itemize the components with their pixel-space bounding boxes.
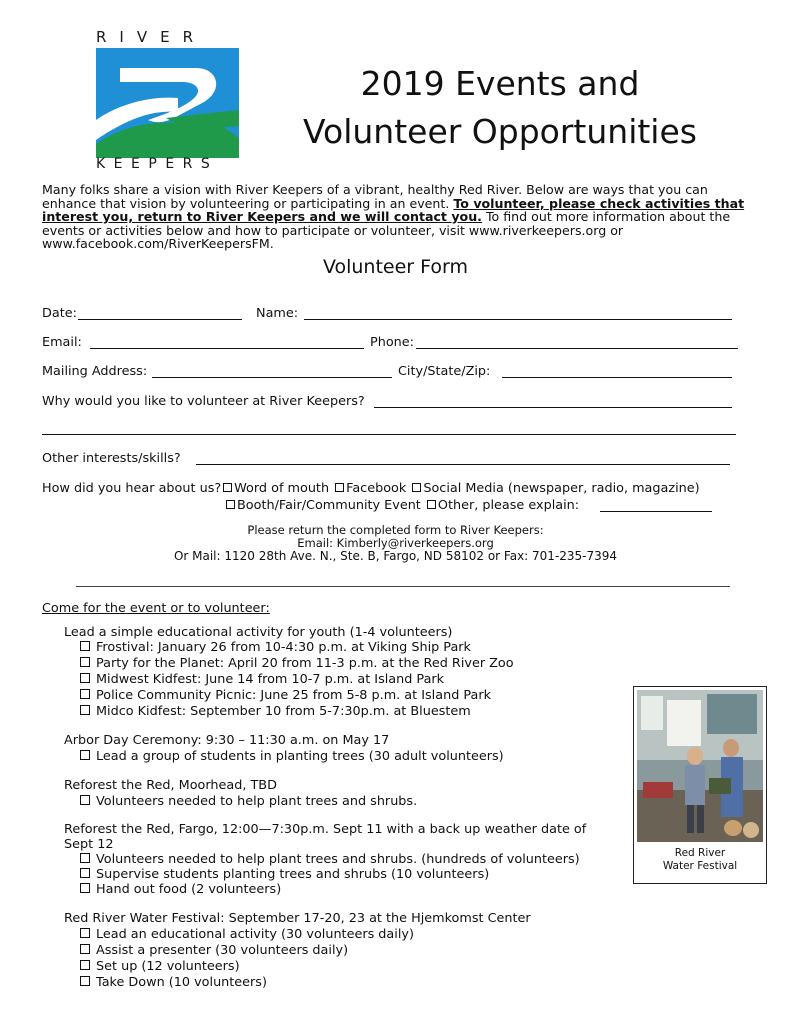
assist-presenter-checkbox[interactable]: [80, 944, 90, 954]
reforest-fargo-title: Reforest the Red, Fargo, 12:00—7:30p.m. Sept 11 with a back up weather date of: [64, 822, 587, 837]
logo-top-word: RIVER: [96, 28, 207, 46]
midwest-kidfest-checkbox[interactable]: [80, 673, 90, 683]
list-item: Midco Kidfest: September 10 from 5-7:30p.m. at Bluestem: [80, 704, 471, 719]
booth-fair-checkbox[interactable]: [226, 500, 235, 509]
city-state-zip-label: City/State/Zip:: [398, 364, 491, 379]
social-media-option: Social Media (newspaper, radio, magazine): [423, 481, 700, 496]
email-label: Email:: [42, 335, 82, 350]
party-planet-checkbox[interactable]: [80, 657, 90, 667]
photo-caption-line1: Red River: [674, 847, 726, 859]
facebook-option: Facebook: [346, 481, 407, 496]
other-explain-option: Other, please explain:: [437, 498, 580, 513]
list-item: Volunteers needed to help plant trees and shrubs.: [80, 794, 417, 809]
list-item: Volunteers needed to help plant trees and shrubs. (hundreds of volunteers): [80, 852, 580, 867]
list-item: Assist a presenter (30 volunteers daily): [80, 943, 348, 958]
return-mail-fax: Or Mail: 1120 28th Ave. N., Ste. B, Fargo, ND 58102 or Fax: 701-235-7394: [173, 549, 618, 563]
why-volunteer-field-line2[interactable]: [42, 434, 736, 435]
plant-trees-checkbox[interactable]: [80, 853, 90, 863]
water-festival-photo: [637, 690, 763, 842]
list-item: Police Community Picnic: June 25 from 5-8 p.m. at Island Park: [80, 688, 491, 703]
take-down-checkbox[interactable]: [80, 976, 90, 986]
photo-caption-line2: Water Festival: [662, 860, 738, 872]
water-festival-photo-frame: [633, 686, 767, 884]
youth-activity-title: Lead a simple educational activity for youth (1-4 volunteers): [64, 625, 453, 640]
how-heard-row: [42, 481, 700, 496]
frostival-checkbox[interactable]: [80, 641, 90, 651]
list-item: Take Down (10 volunteers): [80, 975, 267, 990]
why-volunteer-field[interactable]: [374, 407, 732, 408]
list-item: Party for the Planet: April 20 from 11-3 p.m. at the Red River Zoo: [80, 656, 514, 671]
lead-activity-checkbox[interactable]: [80, 928, 90, 938]
police-picnic-checkbox[interactable]: [80, 689, 90, 699]
other-explain-checkbox[interactable]: [427, 500, 436, 509]
city-state-zip-field[interactable]: [502, 377, 732, 378]
facebook-checkbox[interactable]: [335, 483, 344, 492]
list-item: Lead a group of students in planting trees (30 adult volunteers): [80, 749, 504, 764]
mailing-address-field[interactable]: [152, 377, 392, 378]
reforest-fargo-title-line2: Sept 12: [64, 837, 114, 852]
date-field[interactable]: [78, 319, 242, 320]
list-item: Hand out food (2 volunteers): [80, 882, 281, 897]
word-of-mouth-checkbox[interactable]: [223, 483, 232, 492]
reforest-moorhead-checkbox[interactable]: [80, 795, 90, 805]
social-media-checkbox[interactable]: [412, 483, 421, 492]
page-title-line2: Volunteer Opportunities: [303, 112, 697, 151]
water-festival-title: Red River Water Festival: September 17-20, 23 at the Hjemkomst Center: [64, 911, 531, 926]
page-title-line1: 2019 Events and: [360, 64, 640, 103]
other-interests-label: Other interests/skills?: [42, 451, 181, 466]
hand-out-food-checkbox[interactable]: [80, 883, 90, 893]
supervise-students-checkbox[interactable]: [80, 868, 90, 878]
intro-text-1: Many folks share a vision with River Keepers of a vibrant, healthy Red River. Below are ways that you can enhance that vision by volunteering or participating in an event.: [42, 182, 708, 211]
list-item: Lead an educational activity (30 volunteers daily): [80, 927, 414, 942]
list-item: Supervise students planting trees and shrubs (10 volunteers): [80, 867, 489, 882]
list-item: Frostival: January 26 from 10-4:30 p.m. at Viking Ship Park: [80, 640, 471, 655]
arbor-day-checkbox[interactable]: [80, 750, 90, 760]
logo: [92, 28, 242, 176]
form-title: Volunteer Form: [322, 256, 469, 278]
booth-fair-option: Booth/Fair/Community Event: [237, 498, 421, 513]
intro-bold-instruction: To volunteer, please check activities that interest you, return to River Keepers and we will contact you.: [42, 195, 745, 224]
mailing-address-label: Mailing Address:: [42, 364, 148, 379]
section-divider: [76, 586, 730, 587]
intro-text-2: To find out more information about the events or activities below and how to participate or volunteer, visit www.riverkeepers.org or www.facebook.com/RiverKeepersFM.: [42, 209, 731, 251]
intro-paragraph: [42, 183, 752, 251]
logo-bottom-word: KEEPERS: [96, 156, 219, 172]
date-label: Date:: [42, 306, 77, 321]
name-field[interactable]: [304, 319, 732, 320]
midco-kidfest-checkbox[interactable]: [80, 705, 90, 715]
phone-label: Phone:: [370, 335, 414, 350]
list-item: Set up (12 volunteers): [80, 959, 240, 974]
how-heard-label: How did you hear about us?: [42, 481, 222, 496]
events-heading: Come for the event or to volunteer:: [42, 601, 270, 616]
phone-field[interactable]: [416, 348, 738, 349]
name-label: Name:: [256, 306, 299, 321]
other-explain-field[interactable]: [600, 511, 712, 512]
why-volunteer-label: Why would you like to volunteer at River Keepers?: [42, 394, 365, 409]
reforest-moorhead-title: Reforest the Red, Moorhead, TBD: [64, 778, 277, 793]
logo-emblem: [96, 48, 239, 158]
email-field[interactable]: [90, 348, 364, 349]
arbor-day-title: Arbor Day Ceremony: 9:30 – 11:30 a.m. on May 17: [64, 733, 390, 748]
how-heard-row-2: [224, 498, 579, 513]
word-of-mouth-option: Word of mouth: [234, 481, 330, 496]
other-interests-field[interactable]: [196, 464, 730, 465]
return-email: Email: Kimberly@riverkeepers.org: [297, 536, 494, 550]
set-up-checkbox[interactable]: [80, 960, 90, 970]
return-instructions: Please return the completed form to River Keepers:: [247, 523, 544, 537]
list-item: Midwest Kidfest: June 14 from 10-7 p.m. at Island Park: [80, 672, 444, 687]
